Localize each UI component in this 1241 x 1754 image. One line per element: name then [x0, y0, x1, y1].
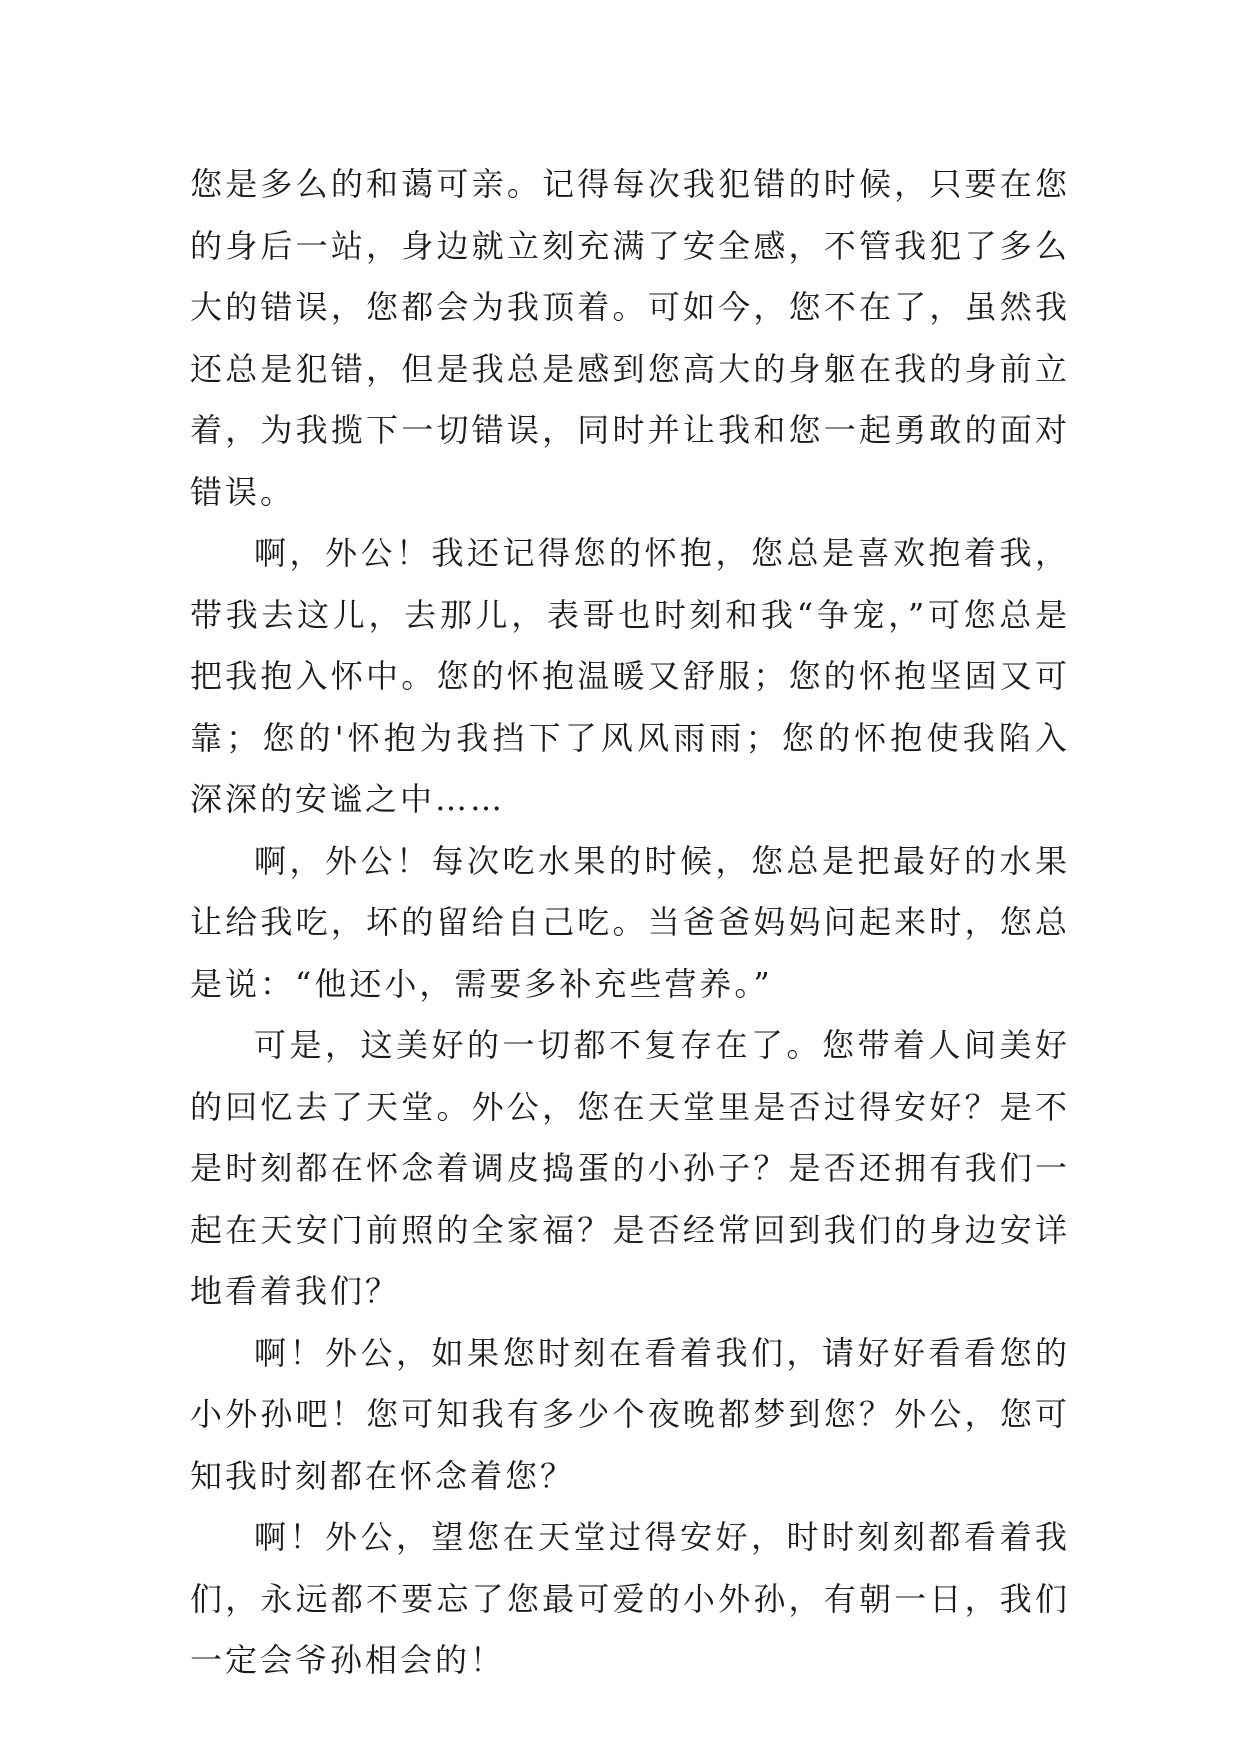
paragraph-6: 啊！外公，望您在天堂过得安好，时时刻刻都看着我们，永远都不要忘了您最可爱的小外孙，有朝一日，我们一定会爷孙相会的！	[190, 1518, 1070, 1679]
article-body	[190, 154, 1070, 1692]
paragraph-4: 可是，这美好的一切都不复存在了。您带着人间美好的回忆去了天堂。外公，您在天堂里是否过得安好？是不是时刻都在怀念着调皮捣蛋的小孙子？是否还拥有我们一起在天安门前照的全家福？是否经常回到我们的身边安详地看着我们？	[190, 1026, 1070, 1310]
paragraph-2: 啊，外公！我还记得您的怀抱，您总是喜欢抱着我，带我去这儿，去那儿，表哥也时刻和我“争宠，”可您总是把我抱入怀中。您的怀抱温暖又舒服；您的怀抱坚固又可靠；您的'怀抱为我挡下了风风雨雨；您的怀抱使我陷入深深的安谧之中……	[190, 534, 1070, 818]
paragraph-5: 啊！外公，如果您时刻在看着我们，请好好看看您的小外孙吧！您可知我有多少个夜晚都梦到您？外公，您可知我时刻都在怀念着您？	[190, 1333, 1070, 1495]
paragraph-1: 您是多么的和蔼可亲。记得每次我犯错的时候，只要在您的身后一站，身边就立刻充满了安全感，不管我犯了多么大的错误，您都会为我顶着。可如今，您不在了，虽然我还总是犯错，但是我总是感到您高大的身躯在我的身前立着，为我揽下一切错误，同时并让我和您一起勇敢的面对错误。	[190, 165, 1070, 511]
paragraph-3: 啊，外公！每次吃水果的时候，您总是把最好的水果让给我吃，坏的留给自己吃。当爸爸妈妈问起来时，您总是说：“他还小，需要多补充些营养。”	[190, 841, 1070, 1003]
